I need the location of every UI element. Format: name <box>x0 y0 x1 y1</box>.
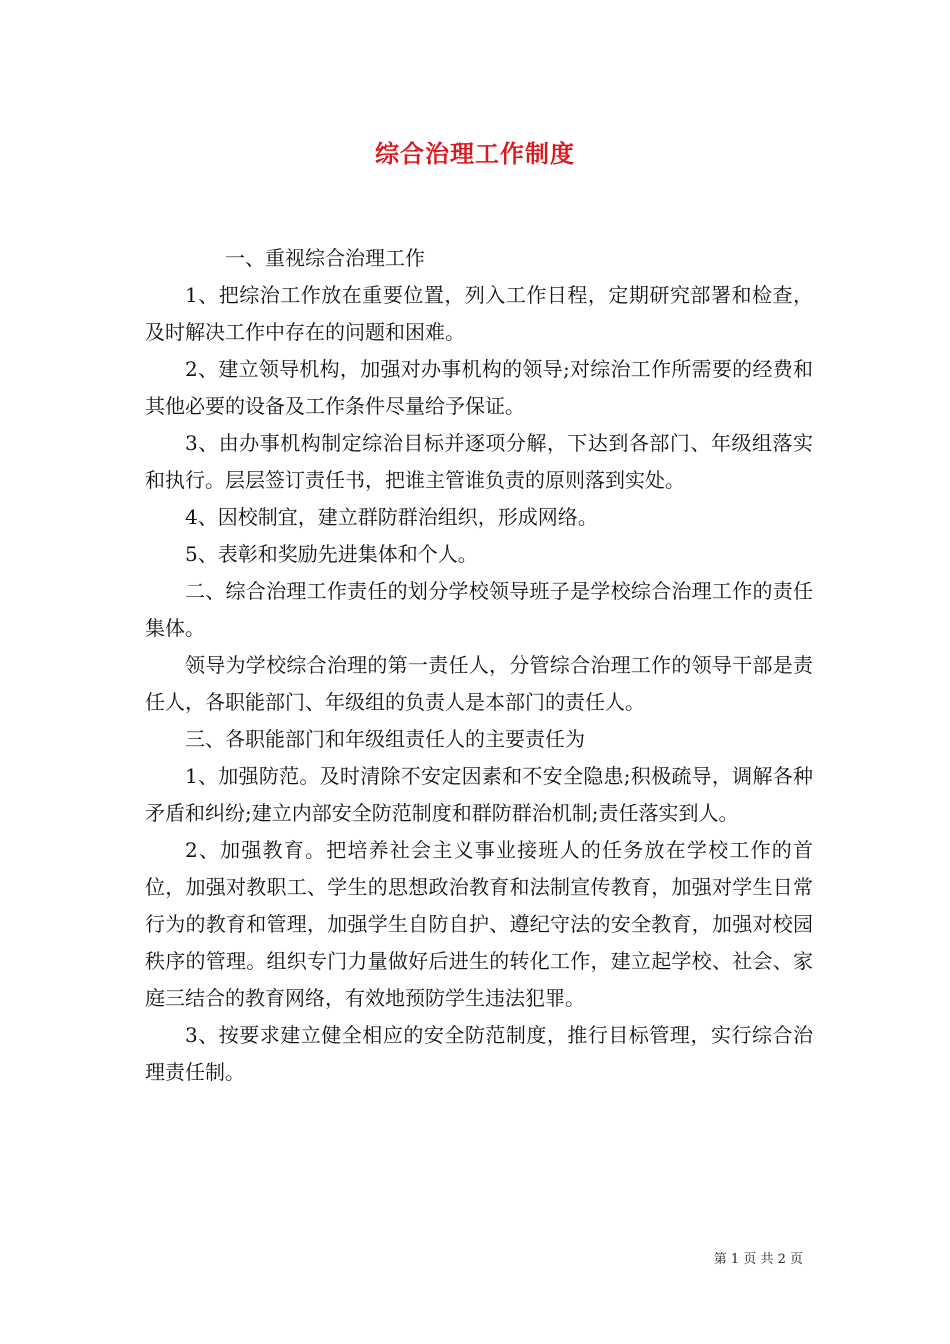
paragraph: 5、表彰和奖励先进集体和个人。 <box>185 542 478 566</box>
page-number-footer: 第 1 页 共 2 页 <box>713 1252 803 1267</box>
document-title: 综合治理工作制度 <box>375 139 575 168</box>
paragraph: 1、把综治工作放在重要位置，列入工作日程，定期研究部署和检查，及时解决工作中存在的问题和困难。 <box>145 283 813 344</box>
paragraph: 3、由办事机构制定综治目标并逐项分解，下达到各部门、年级组落实和执行。层层签订责任书，把谁主管谁负责的原则落到实处。 <box>145 431 813 492</box>
paragraph: 领导为学校综合治理的第一责任人，分管综合治理工作的领导干部是责任人，各职能部门、年级组的负责人是本部门的责任人。 <box>145 653 813 714</box>
paragraph: 2、建立领导机构，加强对办事机构的领导;对综治工作所需要的经费和其他必要的设备及工作条件尽量给予保证。 <box>145 357 813 418</box>
paragraph: 3、按要求建立健全相应的安全防范制度，推行目标管理，实行综合治理责任制。 <box>145 1023 813 1084</box>
section-heading-1: 一、重视综合治理工作 <box>225 246 425 270</box>
section-heading-3: 三、各职能部门和年级组责任人的主要责任为 <box>185 727 585 751</box>
document-body <box>145 240 813 1091</box>
paragraph: 2、加强教育。把培养社会主义事业接班人的任务放在学校工作的首位，加强对教职工、学生的思想政治教育和法制宣传教育，加强对学生日常行为的教育和管理，加强学生自防自护、遵纪守法的安全教育，加强对校园秩序的管理。组织专门力量做好后进生的转化工作，建立起学校、社会、家庭三结合的教育网络，有效地预防学生违法犯罪。 <box>145 838 813 1010</box>
paragraph: 1、加强防范。及时清除不安定因素和不安全隐患;积极疏导，调解各种矛盾和纠纷;建立内部安全防范制度和群防群治机制;责任落实到人。 <box>145 764 813 825</box>
section-heading-2: 二、综合治理工作责任的划分学校领导班子是学校综合治理工作的责任集体。 <box>145 579 813 640</box>
paragraph: 4、因校制宜，建立群防群治组织，形成网络。 <box>185 505 598 529</box>
